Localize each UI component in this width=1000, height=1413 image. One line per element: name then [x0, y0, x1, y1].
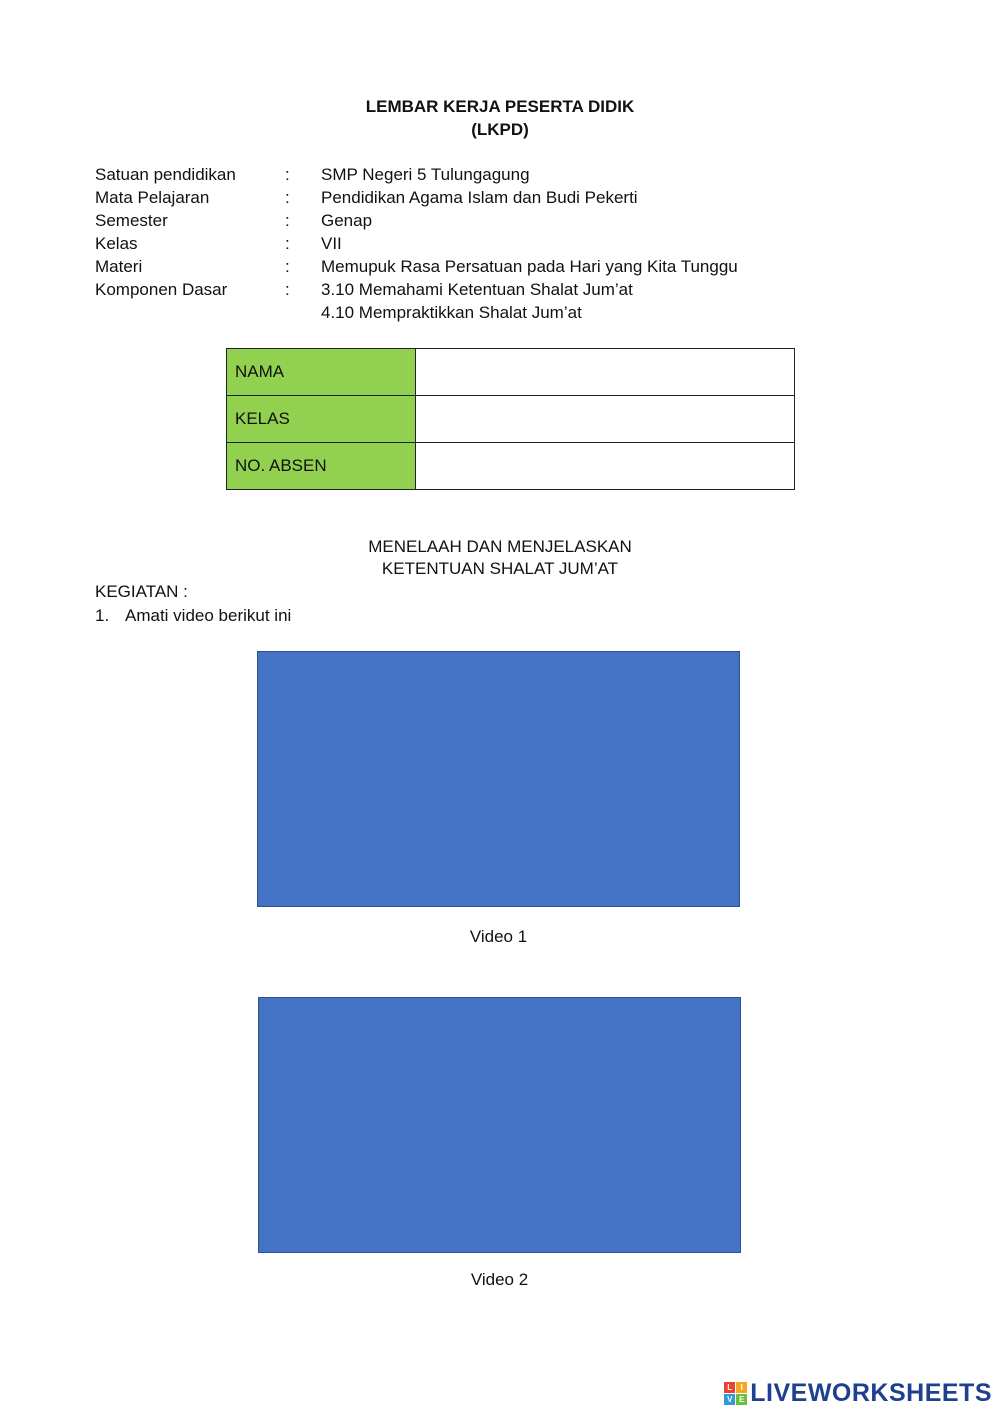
- brand-name: LIVEWORKSHEETS: [750, 1378, 992, 1407]
- info-colon: :: [285, 257, 290, 276]
- info-label: Satuan pendidikan: [95, 165, 236, 184]
- identity-row-nama: [227, 349, 795, 396]
- liveworksheets-logo: [724, 1379, 992, 1407]
- student-identity-table: [226, 348, 795, 490]
- info-label: Kelas: [95, 234, 138, 253]
- kelas-label: KELAS: [227, 396, 416, 443]
- step-number: 1.: [95, 606, 110, 625]
- info-colon: :: [285, 211, 290, 230]
- logo-letter: L: [724, 1382, 735, 1393]
- logo-blocks-icon: [724, 1382, 747, 1405]
- info-label: Mata Pelajaran: [95, 188, 210, 207]
- logo-letter: V: [724, 1394, 735, 1405]
- video-2-caption: Video 2: [470, 1270, 529, 1289]
- step-text: Amati video berikut ini: [125, 606, 292, 625]
- info-value: Genap: [321, 211, 373, 230]
- section-heading-line1: MENELAAH DAN MENJELASKAN: [368, 537, 632, 556]
- absen-label: NO. ABSEN: [227, 443, 416, 490]
- nama-label: NAMA: [227, 349, 416, 396]
- info-colon: :: [285, 188, 290, 207]
- video-1-player[interactable]: [257, 651, 740, 907]
- worksheet-title: LEMBAR KERJA PESERTA DIDIK: [365, 97, 635, 116]
- kelas-field[interactable]: [416, 396, 795, 443]
- info-colon: :: [285, 165, 290, 184]
- info-colon: :: [285, 234, 290, 253]
- section-heading-line2: KETENTUAN SHALAT JUM’AT: [381, 559, 619, 578]
- info-value: 3.10 Memahami Ketentuan Shalat Jum’at: [321, 280, 633, 299]
- info-value: VII: [321, 234, 342, 253]
- logo-letter: I: [736, 1382, 747, 1393]
- info-label: Semester: [95, 211, 168, 230]
- activity-label: KEGIATAN :: [95, 582, 188, 601]
- video-2-player[interactable]: [258, 997, 741, 1253]
- info-colon: :: [285, 280, 290, 299]
- info-value: SMP Negeri 5 Tulungagung: [321, 165, 530, 184]
- identity-row-kelas: [227, 396, 795, 443]
- info-label: Materi: [95, 257, 143, 276]
- worksheet-subtitle: (LKPD): [471, 120, 529, 139]
- identity-row-absen: [227, 443, 795, 490]
- info-value: Memupuk Rasa Persatuan pada Hari yang Kita Tunggu: [321, 257, 738, 276]
- info-value: 4.10 Mempraktikkan Shalat Jum’at: [321, 303, 582, 322]
- logo-letter: E: [736, 1394, 747, 1405]
- info-value: Pendidikan Agama Islam dan Budi Pekerti: [321, 188, 638, 207]
- absen-field[interactable]: [416, 443, 795, 490]
- nama-field[interactable]: [416, 349, 795, 396]
- info-label: Komponen Dasar: [95, 280, 228, 299]
- video-1-caption: Video 1: [469, 927, 528, 946]
